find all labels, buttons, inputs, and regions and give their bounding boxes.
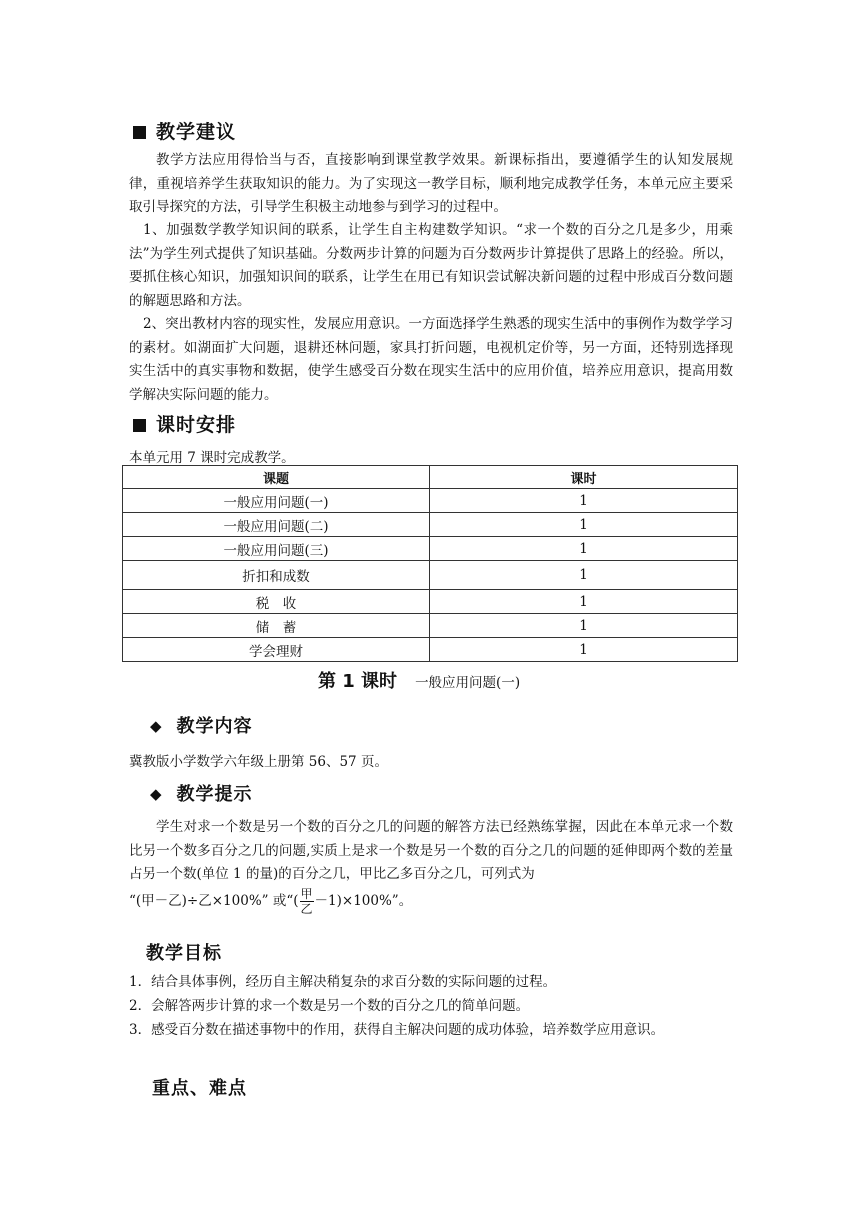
hints-formula-line	[129, 887, 412, 916]
content-title: 教学内容	[176, 716, 253, 737]
periods-cell: 1	[430, 537, 738, 561]
hints-title: 教学提示	[176, 784, 253, 805]
table-row	[123, 513, 738, 537]
square-bullet-icon	[133, 419, 146, 432]
teaching-advice-title: 教学建议	[156, 121, 237, 143]
table-header-row	[123, 466, 738, 489]
column-header-periods: 课时	[430, 466, 738, 489]
table-row	[123, 561, 738, 590]
topic-cell: 折扣和成数	[123, 561, 430, 590]
formula-rest: －1)×100%”	[314, 893, 399, 909]
periods-cell: 1	[430, 614, 738, 638]
list-item: 2．会解答两步计算的求一个数是另一个数的百分之几的简单问题。	[129, 998, 530, 1014]
table-row	[123, 638, 738, 662]
square-bullet-icon	[133, 126, 146, 139]
or-label: 或	[272, 893, 287, 909]
diamond-bullet-icon: ◆	[150, 785, 163, 803]
formula-percent-difference: “(甲－乙)÷乙×100%”	[129, 893, 269, 909]
fraction	[300, 887, 314, 916]
section-heading-key-points: 重点、难点	[152, 1078, 247, 1099]
table-row	[123, 537, 738, 561]
section-heading-hints	[150, 780, 253, 806]
schedule-intro: 本单元用 7 课时完成教学。	[129, 450, 295, 466]
topic-cell: 一般应用问题(三)	[123, 537, 430, 561]
topic-cell: 学会理财	[123, 638, 430, 662]
goals-list	[129, 970, 664, 1042]
list-item: 1．结合具体事例，经历自主解决稍复杂的求百分数的实际问题的过程。	[129, 974, 557, 990]
lesson-subtitle: 一般应用问题(一)	[415, 675, 521, 691]
teaching-advice-paragraph-3: 2、突出教材内容的现实性，发展应用意识。一方面选择学生熟悉的现实生活中的事例作为数学学习的素材。如湖面扩大问题，退耕还林问题，家具打折问题，电视机定价等，另一方面，还特别选择现实生活中的真实事物和数据，使学生感受百分数在现实生活中的应用价值，培养应用意识，提高用数学解决实际问题的能力。	[129, 316, 733, 403]
teaching-advice-paragraph-2: 1、加强数学教学知识间的联系，让学生自主构建数学知识。“求一个数的百分之几是多少，用乘法”为学生列式提供了知识基础。分数两步计算的问题为百分数两步计算提供了思路上的经验。所以，要抓住核心知识，加强知识间的联系，让学生在用已有知识尝试解决新问题的过程中形成百分数问题的解题思路和方法。	[129, 222, 733, 309]
content-text: 冀教版小学数学六年级上册第 56、57 页。	[129, 754, 388, 770]
list-item: 3．感受百分数在描述事物中的作用，获得自主解决问题的成功体验，培养数学应用意识。	[129, 1022, 665, 1038]
section-heading-teaching-advice	[133, 117, 236, 144]
hints-text: 学生对求一个数是另一个数的百分之几的问题的解答方法已经熟练掌握，因此在本单元求一个数比另一个数多百分之几的问题,实质上是求一个数是另一个数的百分之几的问题的延伸即两个数的差量占另一个数(单位 1 的量)的百分之几，甲比乙多百分之几，可列式为	[129, 819, 733, 882]
period-mark: 。	[398, 893, 413, 909]
table-row	[123, 489, 738, 513]
teaching-advice-paragraph-1: 教学方法应用得恰当与否，直接影响到课堂教学效果。新课标指出，要遵循学生的认知发展规律，重视培养学生获取知识的能力。为了实现这一教学目标，顺利地完成教学任务，本单元应主要采取引导探究的方法，引导学生积极主动地参与到学习的过程中。	[129, 152, 733, 215]
topic-cell: 税 收	[123, 590, 430, 614]
column-header-topic: 课题	[123, 466, 430, 489]
periods-cell: 1	[430, 513, 738, 537]
schedule-title: 课时安排	[156, 414, 237, 436]
lesson-number: 第 1 课时	[318, 671, 398, 692]
section-heading-content	[150, 712, 253, 738]
periods-cell: 1	[430, 590, 738, 614]
periods-cell: 1	[430, 638, 738, 662]
lesson-title	[318, 667, 520, 693]
section-heading-schedule	[133, 410, 236, 437]
formula-open: “(	[286, 893, 299, 909]
periods-cell: 1	[430, 561, 738, 590]
section-heading-goals: 教学目标	[146, 943, 222, 964]
topic-cell: 一般应用问题(一)	[123, 489, 430, 513]
schedule-table	[122, 465, 738, 662]
diamond-bullet-icon: ◆	[150, 717, 163, 735]
topic-cell: 一般应用问题(二)	[123, 513, 430, 537]
table-row	[123, 590, 738, 614]
table-row	[123, 614, 738, 638]
fraction-denominator: 乙	[300, 902, 313, 916]
topic-cell: 储 蓄	[123, 614, 430, 638]
periods-cell: 1	[430, 489, 738, 513]
fraction-numerator: 甲	[300, 887, 313, 901]
